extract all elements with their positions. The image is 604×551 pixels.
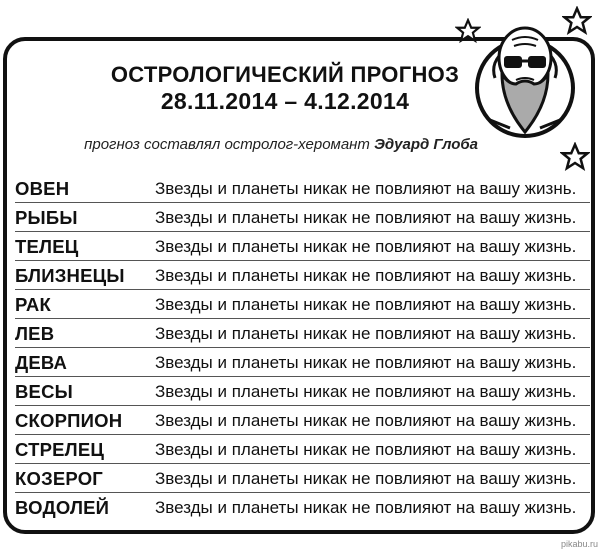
star-icon xyxy=(455,18,481,44)
table-row xyxy=(15,348,590,377)
forecast-text: Звезды и планеты никак не повлияют на вашу жизнь. xyxy=(155,468,577,488)
forecast-text: Звезды и планеты никак не повлияют на вашу жизнь. xyxy=(155,294,577,314)
forecast-text: Звезды и планеты никак не повлияют на вашу жизнь. xyxy=(155,352,577,372)
page-title xyxy=(100,62,470,114)
title-dates: 28.11.2014 – 4.12.2014 xyxy=(160,88,410,114)
byline-prefix: прогноз составлял остролог-херомант xyxy=(84,136,370,153)
sign-label: РЫБЫ xyxy=(15,206,78,228)
forecast-text: Звезды и планеты никак не повлияют на вашу жизнь. xyxy=(155,381,577,401)
table-row xyxy=(15,377,590,406)
table-row xyxy=(15,464,590,493)
sign-label: СКОРПИОН xyxy=(15,409,123,431)
star-icon xyxy=(562,6,592,36)
table-row xyxy=(15,174,590,203)
sign-label: ОВЕН xyxy=(15,177,70,199)
table-row xyxy=(15,232,590,261)
byline xyxy=(18,136,478,153)
sign-label: ЛЕВ xyxy=(15,322,55,344)
forecast-text: Звезды и планеты никак не повлияют на вашу жизнь. xyxy=(155,497,577,517)
watermark: pikabu.ru xyxy=(560,539,598,549)
byline-author: Эдуард Глоба xyxy=(374,136,478,153)
forecast-text: Звезды и планеты никак не повлияют на вашу жизнь. xyxy=(155,323,577,343)
table-row xyxy=(15,493,590,522)
star-icon xyxy=(560,142,590,172)
table-row xyxy=(15,406,590,435)
sign-label: ВЕСЫ xyxy=(15,380,73,402)
forecast-text: Звезды и планеты никак не повлияют на вашу жизнь. xyxy=(155,236,577,256)
table-row xyxy=(15,319,590,348)
forecast-text: Звезды и планеты никак не повлияют на вашу жизнь. xyxy=(155,265,577,285)
forecast-text: Звезды и планеты никак не повлияют на вашу жизнь. xyxy=(155,410,577,430)
title-text: ОСТРОЛОГИЧЕСКИЙ ПРОГНОЗ xyxy=(110,62,460,87)
sign-label: РАК xyxy=(15,293,51,315)
table-row xyxy=(15,203,590,232)
sign-label: КОЗЕРОГ xyxy=(15,467,103,489)
forecast-table xyxy=(15,174,590,522)
forecast-text: Звезды и планеты никак не повлияют на вашу жизнь. xyxy=(155,439,577,459)
table-row xyxy=(15,261,590,290)
sign-label: ДЕВА xyxy=(15,351,68,373)
table-row xyxy=(15,290,590,319)
forecast-text: Звезды и планеты никак не повлияют на вашу жизнь. xyxy=(155,207,577,227)
forecast-text: Звезды и планеты никак не повлияют на вашу жизнь. xyxy=(155,178,577,198)
table-row xyxy=(15,435,590,464)
sign-label: БЛИЗНЕЦЫ xyxy=(15,264,125,286)
sign-label: ВОДОЛЕЙ xyxy=(15,496,110,518)
sign-label: ТЕЛЕЦ xyxy=(15,235,79,257)
sign-label: СТРЕЛЕЦ xyxy=(15,438,105,460)
